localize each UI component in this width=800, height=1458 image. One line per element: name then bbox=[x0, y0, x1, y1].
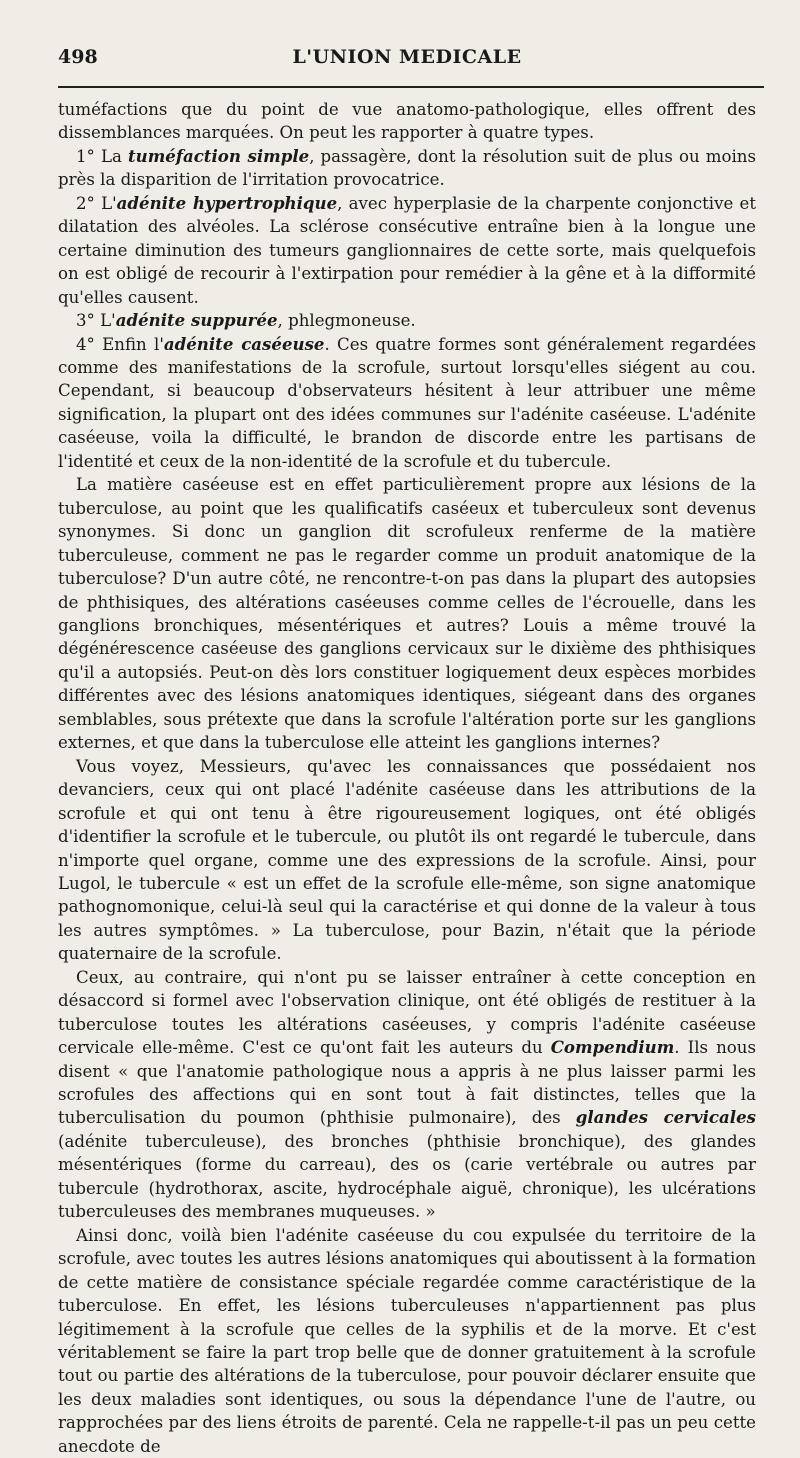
paragraph bbox=[58, 1224, 756, 1458]
text-run: 2° L' bbox=[76, 193, 117, 213]
paragraph bbox=[58, 473, 756, 754]
text-run: Vous voyez, Messieurs, qu'avec les connaissances que possédaient nos devanciers, ceux qui ont placé l'adénite caséeuse dans les attributions de la scrofule et qui ont tenu à être rigoureusement logiques, ont été obligés d'identifier la scrofule et le tubercule, ou plutôt ils ont regardé le tubercule, dans n'importe quel organe, comme une des expressions de la scrofule. Ainsi, pour Lugol, le tubercule « est un effet de la scrofule elle-même, son signe anatomique pathognomonique, celui-là seul qui la caractérise et qui donne de la valeur à tous les autres symptômes. » La tuberculose, pour Bazin, n'était que la période quaternaire de la scrofule. bbox=[58, 756, 756, 964]
paragraph bbox=[58, 145, 756, 192]
italic-term: adénite hypertrophique bbox=[116, 192, 338, 213]
journal-title: L'UNION MEDICALE bbox=[292, 46, 522, 68]
italic-term: adénite suppurée bbox=[115, 310, 278, 331]
text-run: La matière caséeuse est en effet particulièrement propre aux lésions de la tuberculose, au point que les qualificatifs caséeux et tuberculeux sont devenus synonymes. Si donc un ganglion dit scrofuleux renferme de la matière tuberculeuse, comment ne pas le regarder comme un produit anatomique de la tuberculose? D'un autre côté, ne rencontre-t-on pas dans la plupart des autopsies de phthisiques, des altérations caséeuses comme celles de l'écrouelle, dans les ganglions bronchiques, mésentériques et autres? Louis a même trouvé la dégénérescence caséeuse des ganglions cervicaux sur le dixième des phthisiques qu'il a autopsiés. Peut-on dès lors constituer logiquement deux espèces morbides différentes avec des lésions anatomiques identiques, siégeant dans des organes semblables, sous prétexte que dans la scrofule l'altération porte sur les ganglions externes, et que dans la tuberculose elle atteint les ganglions internes? bbox=[58, 475, 756, 753]
text-run: tuméfactions que du point de vue anatomo-pathologique, elles offrent des dissemblances marquées. On peut les rapporter à quatre types. bbox=[58, 100, 756, 143]
text-run: 1° La bbox=[76, 146, 128, 166]
paragraph bbox=[58, 192, 756, 309]
paragraph bbox=[58, 309, 756, 332]
italic-term: Compendium bbox=[550, 1037, 675, 1058]
text-run: , avec hyperplasie de la charpente conjonctive et dilatation des alvéoles. La sclérose consécutive entraîne bien à la longue une certaine diminution des tumeurs ganglionnaires de cette sorte, mais quelquefois on est obligé de recourir à l'extirpation pour remédier à la gêne et à la difformité qu'elles causent. bbox=[58, 193, 756, 307]
paragraph bbox=[58, 333, 756, 474]
text-run: (adénite tuberculeuse), des bronches (phthisie bronchique), des glandes mésentériques (forme du carreau), des os (carie vertébrale ou autres par tubercule (hydrothorax, ascite, hydrocéphale aiguë, chronique), les ulcérations tuberculeuses des membranes muqueuses. » bbox=[58, 1131, 756, 1222]
text-run: . Ces quatre formes sont généralement regardées comme des manifestations de la scrofule, surtout lorsqu'elles siégent au cou. Cependant, si beaucoup d'observateurs hésitent à leur attribuer une même signification, la plupart ont des idées communes sur l'adénite caséeuse. L'adénite caséeuse, voila la difficulté, le brandon de discorde entre les partisans de l'identité et ceux de la non-identité de la scrofule et du tubercule. bbox=[58, 334, 757, 471]
text-run: 3° L' bbox=[76, 311, 116, 331]
article-body bbox=[58, 98, 756, 1458]
italic-term: glandes cervicales bbox=[575, 1107, 756, 1128]
paragraph bbox=[58, 966, 756, 1224]
page-number: 498 bbox=[58, 46, 98, 68]
paragraph bbox=[58, 755, 756, 966]
text-run: , passagère, dont la résolution suit de plus ou moins près la disparition de l'irritation provocatrice. bbox=[58, 146, 756, 190]
paragraph bbox=[58, 98, 756, 145]
text-run: Ainsi donc, voilà bien l'adénite caséeuse du cou expulsée du territoire de la scrofule, avec toutes les autres lésions anatomiques qui aboutissent à la formation de cette matière de consistance spéciale regardée comme caractéristique de la tuberculose. En effet, les lésions tuberculeuses n'appartiennent pas plus légitimement à la scrofule que celles de la syphilis et de la morve. Et c'est véritablement se faire la part trop belle que de donner gratuitement à la scrofule tout ou partie des altérations de la tuberculose, pour pouvoir déclarer ensuite que les deux maladies sont identiques, ou sous la dépendance l'une de l'autre, ou rapprochées par des liens étroits de parenté. Cela ne rappelle-t-il pas un peu cette anecdote de bbox=[58, 1225, 756, 1456]
italic-term: adénite caséeuse bbox=[163, 333, 325, 354]
text-run: Ceux, au contraire, qui n'ont pu se laisser entraîner à cette conception en désaccord si formel avec l'observation clinique, ont été obligés de restituer à la tuberculose toutes les altérations caséeuses, y compris l'adénite caséeuse cervicale elle-même. C'est ce qu'ont fait les auteurs du bbox=[58, 967, 756, 1058]
italic-term: tuméfaction simple bbox=[127, 145, 310, 166]
text-run: 4° Enfin l' bbox=[76, 334, 164, 354]
text-run: . Ils nous disent « que l'anatomie pathologique nous a appris à ne plus laisser parmi les scrofules des affections qui en sont tout à fait distinctes, telles que la tuberculisation du poumon (phthisie pulmonaire), des bbox=[58, 1038, 756, 1128]
header-rule bbox=[58, 86, 764, 88]
page-header bbox=[58, 0, 756, 78]
text-run: , phlegmoneuse. bbox=[277, 311, 416, 331]
